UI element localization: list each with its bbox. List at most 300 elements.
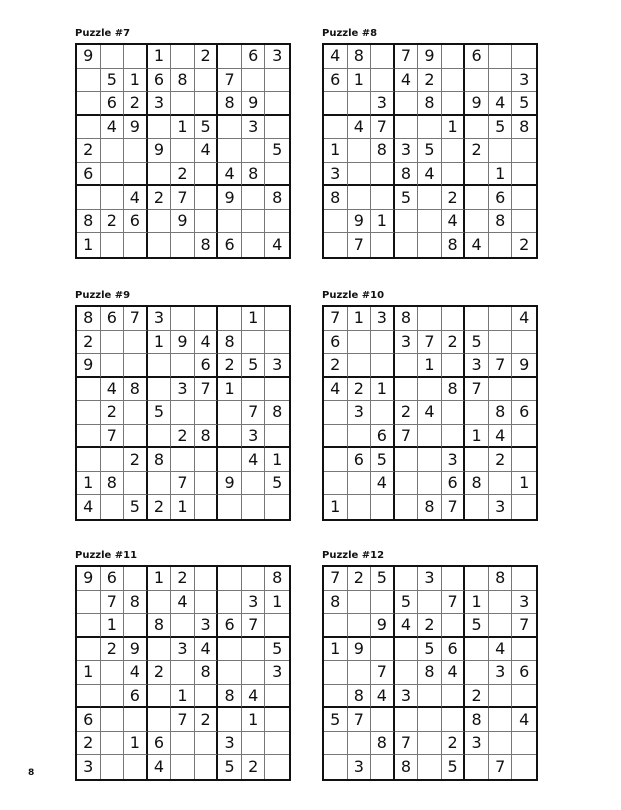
sudoku-cell (324, 614, 348, 638)
sudoku-cell (171, 45, 195, 69)
sudoku-cell (395, 708, 419, 732)
sudoku-cell (265, 163, 289, 187)
sudoku-cell (512, 331, 536, 355)
sudoku-cell (124, 331, 148, 355)
sudoku-cell: 1 (265, 591, 289, 615)
sudoku-cell: 7 (371, 661, 395, 685)
sudoku-cell (442, 92, 466, 116)
sudoku-cell (418, 448, 442, 472)
sudoku-cell: 5 (418, 638, 442, 662)
sudoku-cell (371, 45, 395, 69)
sudoku-cell: 7 (124, 307, 148, 331)
sudoku-cell (512, 425, 536, 449)
sudoku-cell: 4 (489, 92, 513, 116)
sudoku-cell (124, 163, 148, 187)
sudoku-cell: 9 (218, 472, 242, 496)
sudoku-cell: 3 (371, 92, 395, 116)
sudoku-cell: 2 (101, 401, 125, 425)
sudoku-cell: 2 (171, 425, 195, 449)
sudoku-cell (489, 139, 513, 163)
sudoku-cell: 3 (171, 378, 195, 402)
sudoku-cell (418, 425, 442, 449)
sudoku-cell: 7 (395, 45, 419, 69)
sudoku-cell: 6 (101, 92, 125, 116)
sudoku-cell: 3 (418, 567, 442, 591)
sudoku-cell (324, 116, 348, 140)
sudoku-cell: 1 (324, 638, 348, 662)
sudoku-cell (512, 186, 536, 210)
sudoku-cell: 1 (242, 307, 266, 331)
sudoku-cell (418, 472, 442, 496)
sudoku-cell: 2 (418, 69, 442, 93)
sudoku-cell: 4 (324, 378, 348, 402)
sudoku-cell: 8 (348, 45, 372, 69)
sudoku-cell: 1 (348, 69, 372, 93)
sudoku-cell: 7 (101, 591, 125, 615)
sudoku-cell: 4 (218, 163, 242, 187)
sudoku-cell: 9 (148, 139, 172, 163)
sudoku-cell: 4 (101, 116, 125, 140)
sudoku-cell (171, 755, 195, 779)
sudoku-cell: 2 (465, 685, 489, 709)
sudoku-cell: 7 (218, 69, 242, 93)
sudoku-cell (324, 448, 348, 472)
sudoku-cell (371, 331, 395, 355)
sudoku-cell (218, 661, 242, 685)
sudoku-cell: 5 (148, 401, 172, 425)
sudoku-cell (512, 638, 536, 662)
sudoku-cell (465, 210, 489, 234)
sudoku-cell: 3 (148, 307, 172, 331)
sudoku-cell (512, 685, 536, 709)
sudoku-cell: 5 (465, 614, 489, 638)
sudoku-cell (148, 354, 172, 378)
sudoku-cell: 7 (242, 401, 266, 425)
sudoku-cell: 8 (489, 401, 513, 425)
sudoku-cell (348, 92, 372, 116)
sudoku-cell: 3 (465, 354, 489, 378)
sudoku-cell: 2 (442, 186, 466, 210)
sudoku-cell (489, 45, 513, 69)
sudoku-cell (442, 425, 466, 449)
sudoku-cell (242, 567, 266, 591)
sudoku-cell (265, 307, 289, 331)
sudoku-cell: 2 (418, 614, 442, 638)
sudoku-cell (101, 448, 125, 472)
sudoku-cell: 8 (489, 210, 513, 234)
sudoku-cell: 8 (148, 614, 172, 638)
sudoku-cell (77, 69, 101, 93)
sudoku-cell (371, 69, 395, 93)
sudoku-grid (322, 305, 538, 521)
sudoku-cell: 5 (265, 139, 289, 163)
sudoku-cell (242, 233, 266, 257)
sudoku-cell: 8 (101, 472, 125, 496)
sudoku-cell (512, 210, 536, 234)
sudoku-cell: 6 (442, 472, 466, 496)
sudoku-cell (324, 755, 348, 779)
sudoku-cell: 2 (148, 661, 172, 685)
sudoku-cell: 1 (512, 472, 536, 496)
sudoku-cell: 5 (242, 354, 266, 378)
sudoku-cell: 4 (101, 378, 125, 402)
sudoku-cell: 1 (77, 472, 101, 496)
sudoku-cell: 8 (124, 378, 148, 402)
sudoku-grid (322, 43, 538, 259)
sudoku-cell: 8 (218, 92, 242, 116)
sudoku-cell: 5 (265, 472, 289, 496)
sudoku-cell (512, 567, 536, 591)
sudoku-cell: 7 (395, 425, 419, 449)
sudoku-cell (348, 732, 372, 756)
sudoku-cell (371, 186, 395, 210)
sudoku-cell: 7 (442, 591, 466, 615)
sudoku-cell (489, 614, 513, 638)
sudoku-cell (489, 307, 513, 331)
sudoku-cell (265, 614, 289, 638)
sudoku-cell (265, 116, 289, 140)
puzzle-title: Puzzle #11 (75, 550, 138, 561)
sudoku-cell (442, 307, 466, 331)
sudoku-cell: 7 (101, 425, 125, 449)
sudoku-cell (148, 116, 172, 140)
sudoku-cell: 6 (324, 69, 348, 93)
sudoku-cell (489, 69, 513, 93)
sudoku-cell: 7 (171, 186, 195, 210)
sudoku-cell (171, 732, 195, 756)
sudoku-cell (101, 163, 125, 187)
sudoku-cell (171, 233, 195, 257)
sudoku-cell (77, 401, 101, 425)
sudoku-cell (242, 378, 266, 402)
sudoku-cell (442, 45, 466, 69)
sudoku-cell: 4 (465, 233, 489, 257)
sudoku-cell (101, 139, 125, 163)
sudoku-cell: 2 (101, 210, 125, 234)
sudoku-cell (218, 425, 242, 449)
sudoku-cell: 3 (265, 45, 289, 69)
sudoku-cell (148, 233, 172, 257)
sudoku-cell (124, 425, 148, 449)
sudoku-cell (171, 307, 195, 331)
sudoku-cell: 3 (324, 163, 348, 187)
sudoku-cell: 3 (395, 331, 419, 355)
page-number: 8 (28, 768, 35, 778)
sudoku-cell (242, 210, 266, 234)
sudoku-cell (195, 186, 219, 210)
sudoku-cell: 1 (418, 354, 442, 378)
sudoku-cell (265, 708, 289, 732)
sudoku-cell (442, 401, 466, 425)
sudoku-cell: 2 (348, 378, 372, 402)
sudoku-cell: 9 (77, 45, 101, 69)
sudoku-cell: 2 (101, 638, 125, 662)
sudoku-cell: 1 (171, 495, 195, 519)
sudoku-cell: 1 (465, 425, 489, 449)
sudoku-cell: 3 (489, 661, 513, 685)
sudoku-cell (395, 354, 419, 378)
sudoku-cell (395, 567, 419, 591)
sudoku-cell (465, 638, 489, 662)
sudoku-cell: 1 (77, 233, 101, 257)
sudoku-cell: 6 (124, 685, 148, 709)
sudoku-cell: 7 (418, 331, 442, 355)
sudoku-cell: 8 (218, 685, 242, 709)
sudoku-cell: 4 (512, 307, 536, 331)
sudoku-cell (171, 354, 195, 378)
sudoku-cell (77, 614, 101, 638)
sudoku-cell: 9 (218, 186, 242, 210)
sudoku-cell (171, 661, 195, 685)
sudoku-cell (265, 755, 289, 779)
sudoku-cell: 3 (265, 661, 289, 685)
sudoku-cell (512, 495, 536, 519)
sudoku-cell: 7 (348, 233, 372, 257)
sudoku-cell: 8 (418, 661, 442, 685)
sudoku-cell: 5 (265, 638, 289, 662)
sudoku-cell: 6 (242, 45, 266, 69)
sudoku-cell (324, 732, 348, 756)
sudoku-cell (395, 448, 419, 472)
sudoku-cell (148, 708, 172, 732)
sudoku-cell: 5 (489, 116, 513, 140)
sudoku-cell: 2 (195, 708, 219, 732)
sudoku-cell (77, 378, 101, 402)
sudoku-cell: 5 (371, 448, 395, 472)
sudoku-cell: 7 (371, 116, 395, 140)
sudoku-cell: 5 (101, 69, 125, 93)
sudoku-cell (265, 92, 289, 116)
sudoku-cell (101, 331, 125, 355)
sudoku-cell: 4 (242, 685, 266, 709)
sudoku-cell (124, 233, 148, 257)
sudoku-cell (418, 233, 442, 257)
sudoku-cell: 2 (489, 448, 513, 472)
sudoku-cell: 8 (465, 472, 489, 496)
sudoku-cell (124, 567, 148, 591)
sudoku-cell: 4 (442, 210, 466, 234)
sudoku-cell (195, 92, 219, 116)
sudoku-cell (101, 186, 125, 210)
sudoku-cell (512, 755, 536, 779)
sudoku-cell: 6 (101, 567, 125, 591)
sudoku-cell: 2 (242, 755, 266, 779)
sudoku-cell: 4 (195, 331, 219, 355)
sudoku-cell: 8 (324, 186, 348, 210)
sudoku-cell: 1 (265, 448, 289, 472)
sudoku-cell: 2 (124, 448, 148, 472)
sudoku-cell (418, 591, 442, 615)
sudoku-cell: 8 (265, 401, 289, 425)
sudoku-cell (465, 69, 489, 93)
sudoku-cell: 9 (371, 614, 395, 638)
sudoku-cell (465, 448, 489, 472)
sudoku-cell (442, 354, 466, 378)
sudoku-cell: 4 (242, 448, 266, 472)
sudoku-cell: 3 (242, 591, 266, 615)
sudoku-cell (512, 139, 536, 163)
sudoku-cell: 4 (272, 235, 283, 255)
sudoku-cell (265, 685, 289, 709)
sudoku-cell (348, 163, 372, 187)
sudoku-cell: 8 (489, 567, 513, 591)
sudoku-cell (512, 163, 536, 187)
sudoku-cell (442, 685, 466, 709)
sudoku-cell (218, 139, 242, 163)
sudoku-cell (395, 495, 419, 519)
sudoku-cell: 3 (348, 755, 372, 779)
sudoku-cell (218, 495, 242, 519)
sudoku-cell: 7 (442, 495, 466, 519)
sudoku-cell (77, 92, 101, 116)
sudoku-cell: 8 (195, 233, 219, 257)
sudoku-cell: 8 (265, 186, 289, 210)
sudoku-cell (148, 163, 172, 187)
sudoku-cell: 3 (348, 401, 372, 425)
sudoku-cell (465, 116, 489, 140)
sudoku-cell: 3 (148, 92, 172, 116)
sudoku-cell: 4 (418, 401, 442, 425)
sudoku-cell (242, 331, 266, 355)
sudoku-cell (242, 661, 266, 685)
sudoku-cell (265, 331, 289, 355)
sudoku-cell (171, 139, 195, 163)
sudoku-cell: 8 (442, 378, 466, 402)
sudoku-cell: 1 (489, 163, 513, 187)
sudoku-cell: 8 (242, 163, 266, 187)
sudoku-cell: 4 (442, 661, 466, 685)
sudoku-cell (148, 378, 172, 402)
sudoku-cell: 2 (519, 235, 530, 255)
sudoku-cell (148, 591, 172, 615)
sudoku-cell: 9 (77, 354, 101, 378)
sudoku-cell (195, 69, 219, 93)
sudoku-cell: 6 (77, 708, 101, 732)
sudoku-cell (489, 472, 513, 496)
sudoku-cell: 3 (465, 732, 489, 756)
sudoku-cell: 5 (442, 755, 466, 779)
sudoku-cell: 3 (242, 116, 266, 140)
sudoku-cell (101, 708, 125, 732)
sudoku-cell (395, 638, 419, 662)
sudoku-cell: 5 (395, 186, 419, 210)
sudoku-cell: 4 (124, 661, 148, 685)
sudoku-cell: 8 (171, 69, 195, 93)
sudoku-cell: 6 (148, 732, 172, 756)
sudoku-cell (77, 425, 101, 449)
sudoku-cell: 9 (348, 210, 372, 234)
sudoku-cell (242, 69, 266, 93)
sudoku-cell (442, 139, 466, 163)
sudoku-cell: 6 (512, 401, 536, 425)
sudoku-cell (418, 186, 442, 210)
sudoku-cell (465, 661, 489, 685)
sudoku-cell: 4 (171, 591, 195, 615)
sudoku-cell (265, 425, 289, 449)
sudoku-cell: 3 (512, 69, 536, 93)
sudoku-cell: 4 (148, 755, 172, 779)
sudoku-cell (101, 233, 125, 257)
sudoku-cell: 1 (465, 591, 489, 615)
sudoku-cell: 3 (195, 614, 219, 638)
sudoku-cell: 3 (218, 732, 242, 756)
sudoku-cell: 3 (265, 354, 289, 378)
sudoku-cell (418, 116, 442, 140)
sudoku-cell: 7 (512, 614, 536, 638)
sudoku-cell: 4 (195, 139, 219, 163)
sudoku-cell (218, 567, 242, 591)
sudoku-cell: 2 (77, 732, 101, 756)
sudoku-cell: 9 (418, 45, 442, 69)
sudoku-cell (218, 708, 242, 732)
sudoku-cell (218, 307, 242, 331)
sudoku-grid (75, 43, 291, 259)
sudoku-cell (348, 591, 372, 615)
sudoku-cell (371, 708, 395, 732)
sudoku-cell: 8 (218, 331, 242, 355)
puzzle-title: Puzzle #10 (322, 290, 385, 301)
sudoku-cell: 4 (489, 425, 513, 449)
sudoku-cell (395, 210, 419, 234)
sudoku-cell: 5 (395, 591, 419, 615)
sudoku-cell: 1 (101, 614, 125, 638)
sudoku-cell (265, 495, 289, 519)
sudoku-cell: 8 (512, 116, 536, 140)
sudoku-cell (395, 661, 419, 685)
sudoku-cell (218, 401, 242, 425)
sudoku-cell (395, 472, 419, 496)
sudoku-cell: 9 (171, 331, 195, 355)
sudoku-cell (218, 638, 242, 662)
sudoku-cell: 3 (395, 139, 419, 163)
sudoku-cell (395, 116, 419, 140)
sudoku-cell (512, 732, 536, 756)
sudoku-cell: 7 (395, 732, 419, 756)
sudoku-cell: 6 (371, 425, 395, 449)
sudoku-cell: 6 (442, 638, 466, 662)
sudoku-cell (442, 567, 466, 591)
sudoku-cell (242, 186, 266, 210)
sudoku-cell: 7 (195, 378, 219, 402)
sudoku-cell (324, 425, 348, 449)
sudoku-cell: 5 (512, 92, 536, 116)
sudoku-cell (418, 708, 442, 732)
sudoku-cell (489, 732, 513, 756)
sudoku-cell: 6 (489, 186, 513, 210)
sudoku-cell (171, 448, 195, 472)
sudoku-cell (195, 567, 219, 591)
sudoku-cell (418, 307, 442, 331)
sudoku-cell (324, 92, 348, 116)
sudoku-cell (348, 354, 372, 378)
sudoku-cell (371, 755, 395, 779)
sudoku-cell: 7 (489, 354, 513, 378)
sudoku-cell (124, 45, 148, 69)
sudoku-cell (418, 685, 442, 709)
sudoku-cell (195, 472, 219, 496)
sudoku-cell: 8 (265, 567, 289, 591)
sudoku-cell: 2 (465, 139, 489, 163)
sudoku-cell: 4 (371, 685, 395, 709)
sudoku-cell (371, 591, 395, 615)
sudoku-cell: 1 (324, 495, 348, 519)
sudoku-grid (75, 565, 291, 781)
sudoku-cell: 4 (324, 45, 348, 69)
sudoku-cell (442, 614, 466, 638)
sudoku-cell (465, 755, 489, 779)
sudoku-cell (171, 401, 195, 425)
sudoku-cell (489, 233, 513, 257)
